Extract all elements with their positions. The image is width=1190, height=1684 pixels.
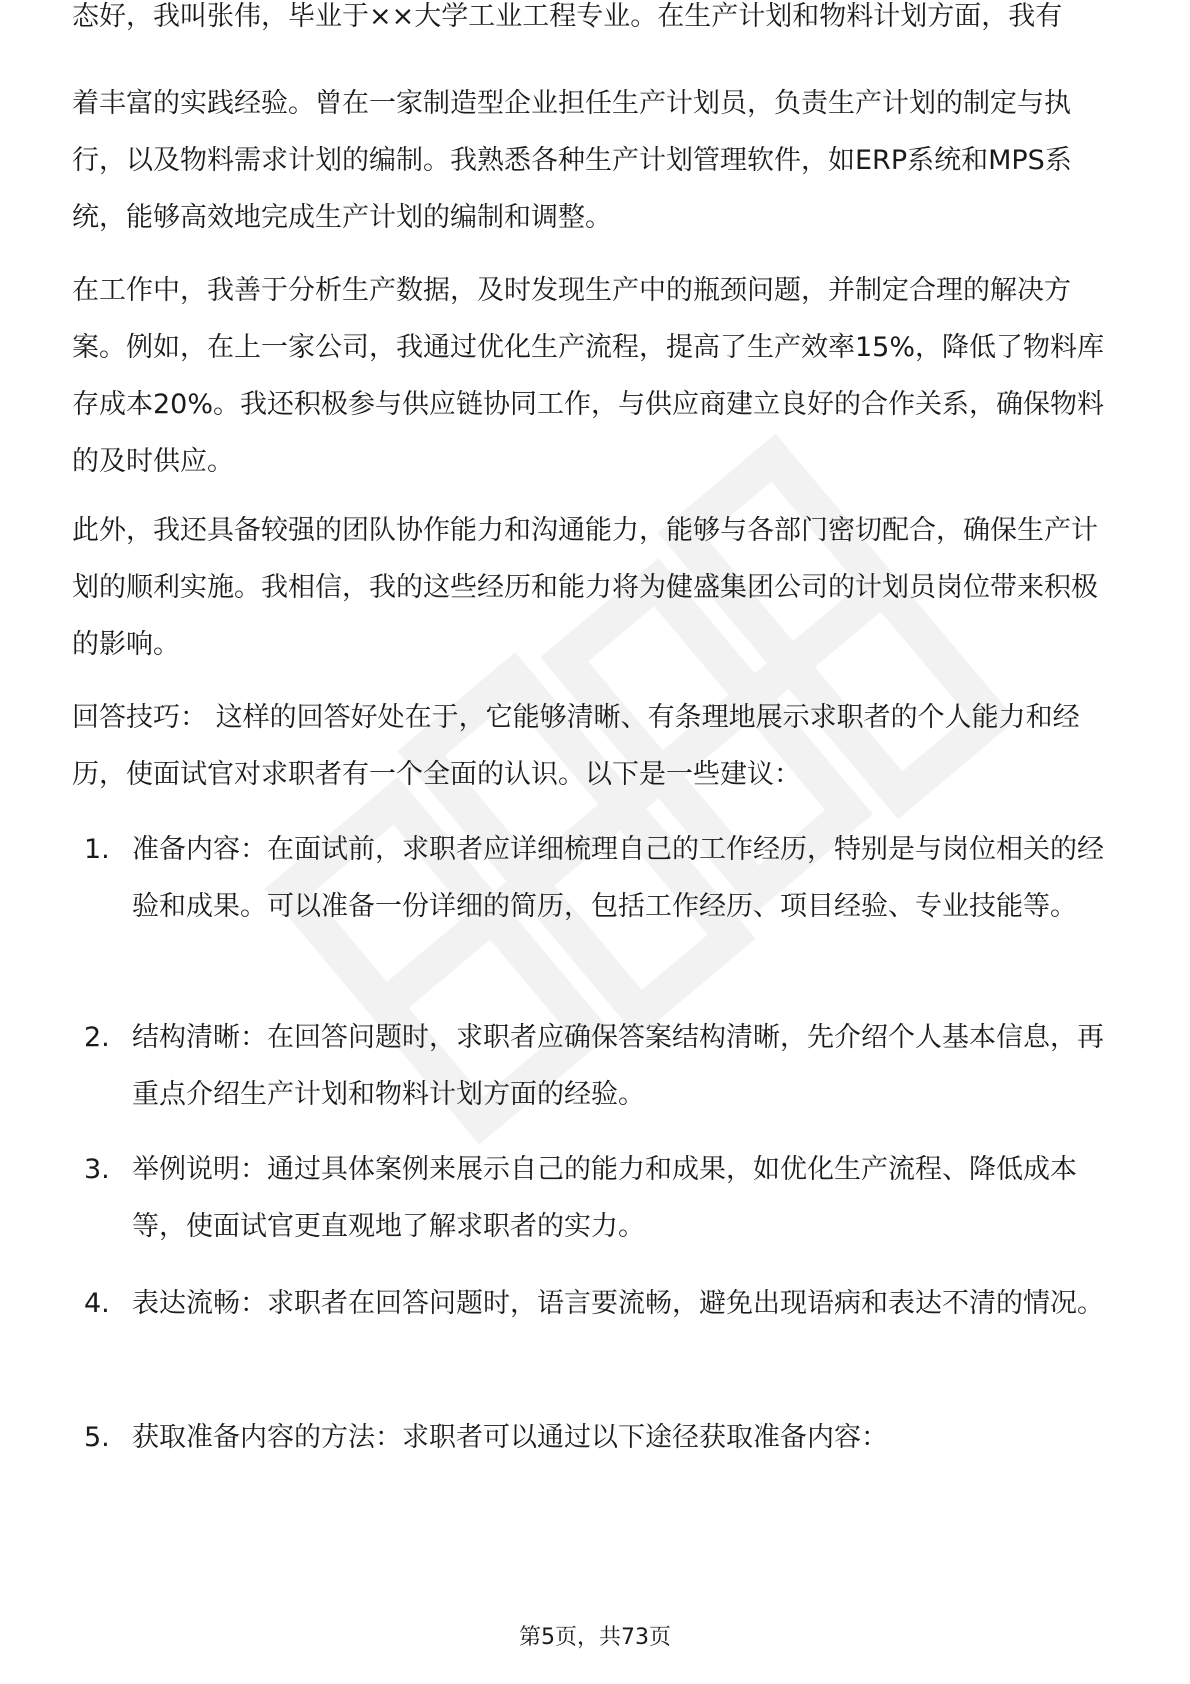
paragraph-experience: 着丰富的实践经验。曾在一家制造型企业担任生产计划员，负责生产计划的制定与执行，以及物料需求计划的编制。我熟悉各种生产计划管理软件，如ERP系统和MPS系统，能够高效地完成生产计划的编制和调整。 [72,88,1072,233]
list-item [84,1409,1124,1466]
paragraph-work-achievements: 在工作中，我善于分析生产数据，及时发现生产中的瓶颈问题，并制定合理的解决方案。例如，在上一家公司，我通过优化生产流程，提高了生产效率15%，降低了物料库存成本20%。我还积极参与供应链协同工作，与供应商建立良好的合作关系，确保物料的及时供应。 [72,275,1105,477]
list-item-number: 2. [84,1022,110,1053]
list-item-text: 获取准备内容的方法：求职者可以通过以下途径获取准备内容： [132,1422,888,1453]
list-item-number: 1. [84,834,110,865]
list-item-text: 结构清晰：在回答问题时，求职者应确保答案结构清晰，先介绍个人基本信息，再重点介绍生产计划和物料计划方面的经验。 [132,1022,1104,1110]
paragraph-teamwork: 此外，我还具备较强的团队协作能力和沟通能力，能够与各部门密切配合，确保生产计划的顺利实施。我相信，我的这些经历和能力将为健盛集团公司的计划员岗位带来积极的影响。 [72,515,1098,660]
list-item [84,1009,1124,1123]
list-item-number: 3. [84,1154,110,1185]
paragraph-answer-tips: 回答技巧： 这样的回答好处在于，它能够清晰、有条理地展示求职者的个人能力和经历，使面试官对求职者有一个全面的认识。以下是一些建议： [72,702,1080,790]
list-item-number: 5. [84,1422,110,1453]
list-item [84,821,1124,935]
page-number-footer: 第5页，共73页 [519,1625,671,1650]
clipped-previous-line: 态好，我叫张伟，毕业于××大学工业工程专业。在生产计划和物料计划方面，我有 [72,1,1063,32]
list-item-text: 举例说明：通过具体案例来展示自己的能力和成果，如优化生产流程、降低成本等，使面试官更直观地了解求职者的实力。 [132,1154,1077,1242]
list-item-text: 准备内容：在面试前，求职者应详细梳理自己的工作经历，特别是与岗位相关的经验和成果。可以准备一份详细的简历，包括工作经历、项目经验、专业技能等。 [132,834,1104,922]
list-item-number: 4. [84,1288,110,1319]
list-item [84,1141,1124,1255]
list-item-text: 表达流畅：求职者在回答问题时，语言要流畅，避免出现语病和表达不清的情况。 [132,1288,1104,1319]
list-item [84,1275,1124,1332]
